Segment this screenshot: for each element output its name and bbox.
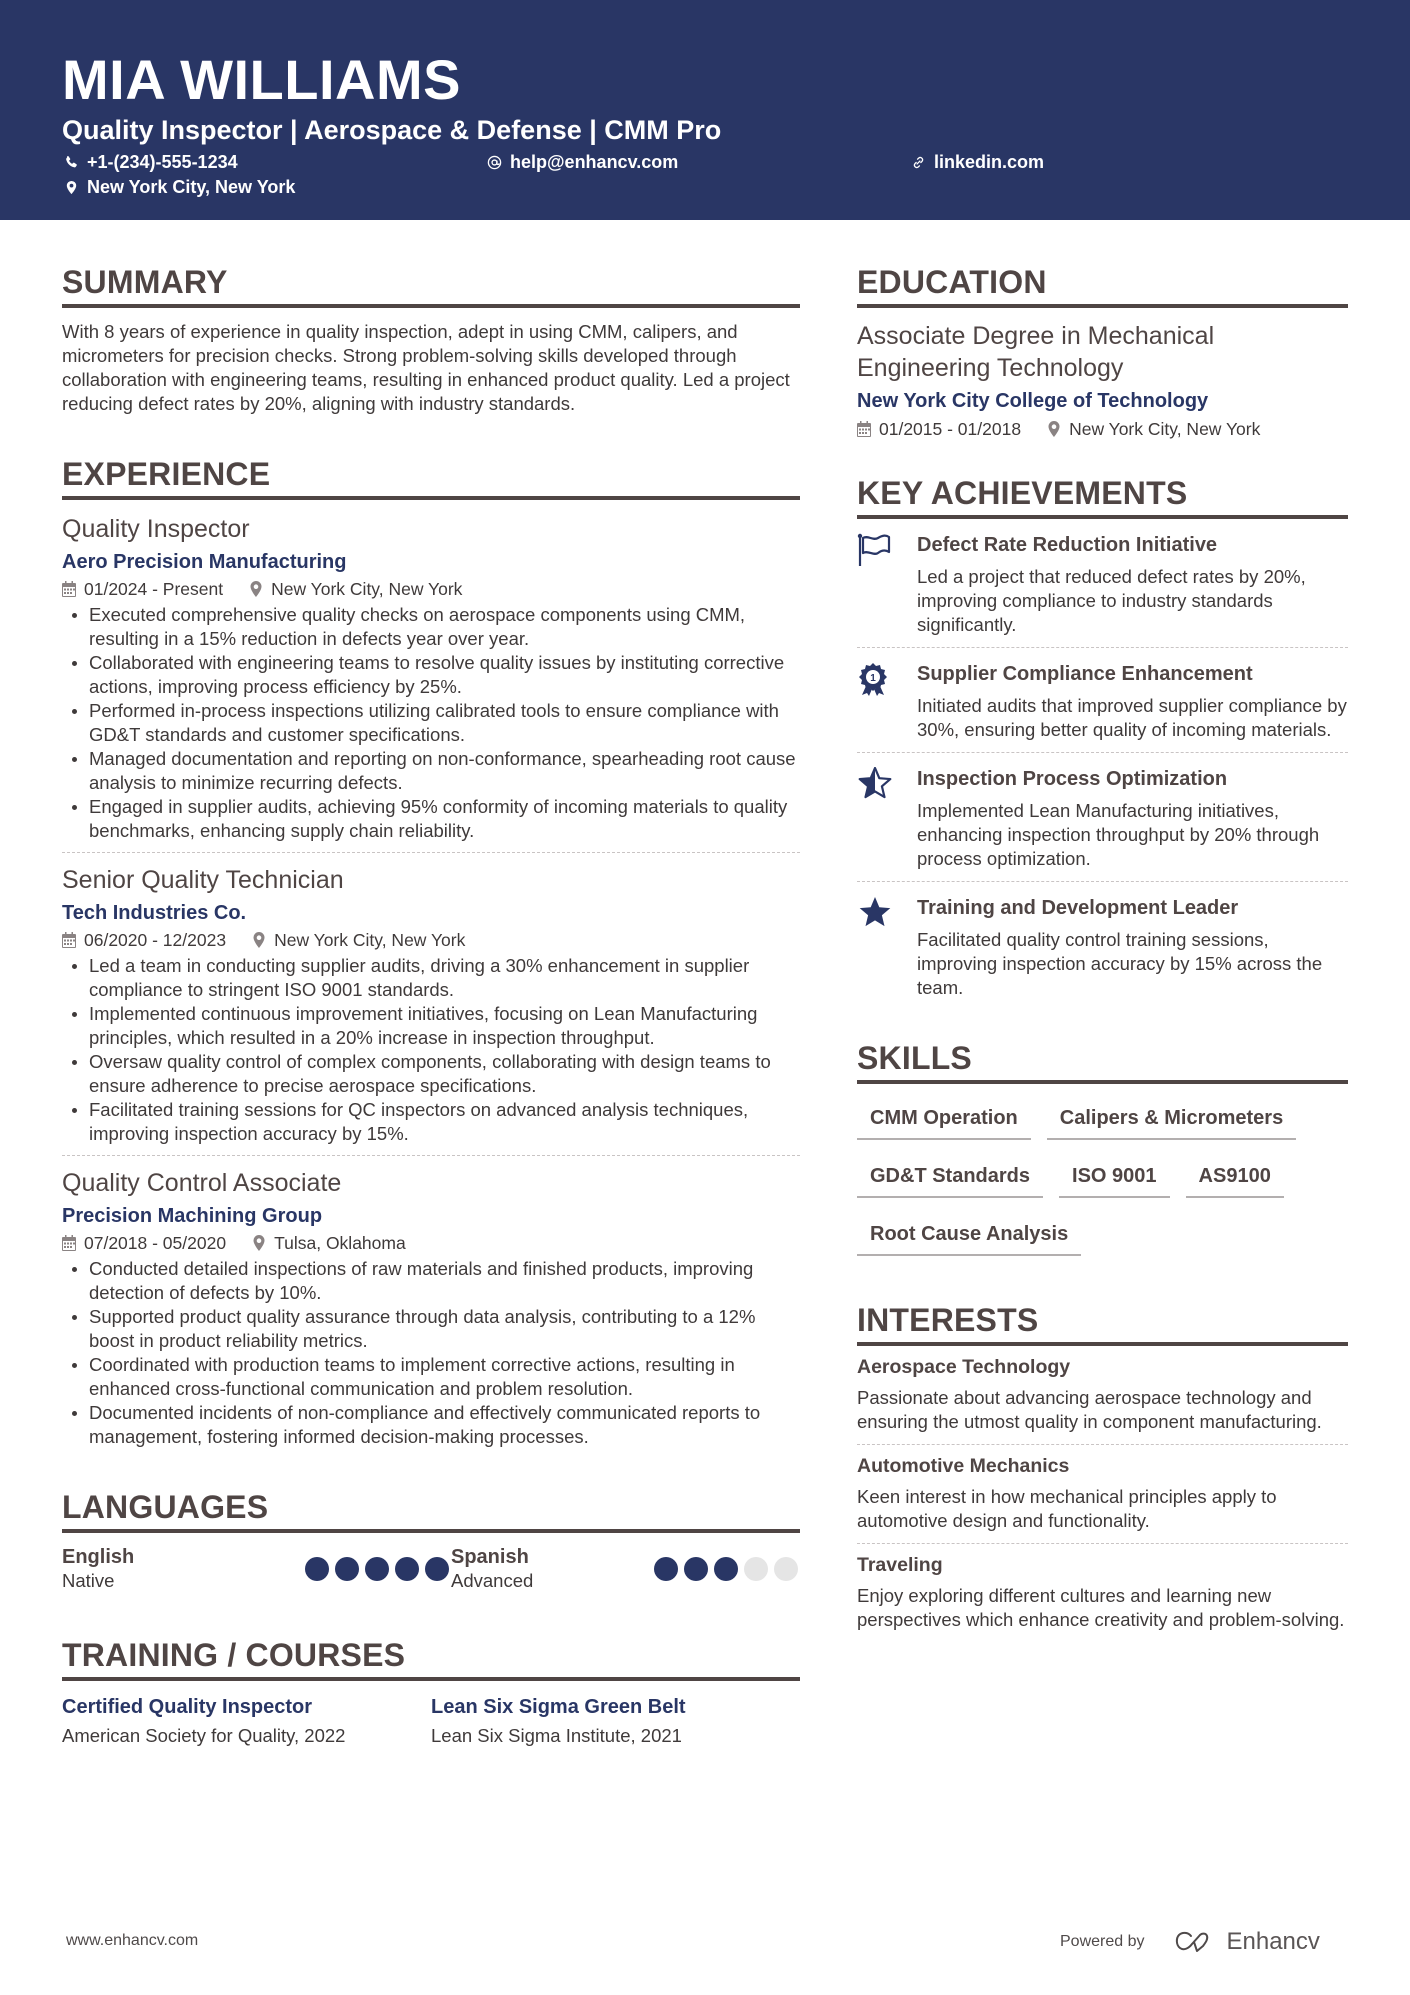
course-name: Certified Quality Inspector	[62, 1696, 313, 1718]
education-degree: Associate Degree in Mechanical Engineering Technology	[857, 322, 1215, 382]
languages-section	[62, 1487, 800, 1593]
powered-by-label: Powered by	[1060, 1933, 1145, 1950]
achievement-title: Supplier Compliance Enhancement	[917, 663, 1253, 685]
job-title: Senior Quality Technician	[62, 866, 344, 894]
achievement-desc: Initiated audits that improved supplier compliance by 30%, ensuring better quality of incoming materials.	[917, 695, 1347, 740]
bullet-item: Collaborated with engineering teams to resolve quality issues by instituting corrective actions, improving process efficiency by 25%.	[62, 651, 800, 699]
achievement-item	[857, 881, 1348, 1010]
flag-icon	[857, 533, 895, 567]
job-dates: 07/2018 - 05/2020	[84, 1233, 227, 1253]
bullet-item: Managed documentation and reporting on non-conformance, spearheading root cause analysis to minimize recurring defects.	[62, 747, 800, 795]
summary-heading: SUMMARY	[62, 264, 228, 300]
contact-location	[64, 176, 295, 198]
bullet-item: Documented incidents of non-compliance and effectively communicated reports to management, fostering informed decision-making processes.	[62, 1401, 800, 1449]
training-section	[62, 1635, 800, 1751]
experience-heading: EXPERIENCE	[62, 456, 271, 492]
calendar-icon	[62, 581, 76, 597]
half-star-icon	[857, 767, 895, 801]
proficiency-dot-empty	[744, 1557, 768, 1581]
proficiency-dot-filled	[654, 1557, 678, 1581]
candidate-name: MIA WILLIAMS	[62, 48, 461, 111]
language-name: English	[62, 1546, 135, 1568]
job-entry	[62, 500, 800, 843]
language-level: Native	[62, 1570, 115, 1591]
job-meta	[62, 1231, 800, 1255]
section-divider	[62, 304, 800, 308]
proficiency-dot-filled	[395, 1557, 419, 1581]
job-bullets	[62, 1257, 800, 1449]
skill-tag: GD&T Standards	[857, 1154, 1043, 1198]
language-item	[62, 1545, 451, 1593]
resume-header	[0, 0, 1410, 220]
interest-desc: Keen interest in how mechanical principles apply to automotive design and functionality.	[857, 1486, 1277, 1531]
calendar-icon	[62, 1235, 76, 1251]
education-dates: 01/2015 - 01/2018	[879, 419, 1022, 439]
contact-phone[interactable]	[64, 151, 238, 173]
location-pin-icon	[252, 932, 266, 948]
job-location: Tulsa, Oklahoma	[274, 1233, 406, 1253]
contact-email[interactable]	[487, 151, 678, 173]
section-divider	[62, 1677, 800, 1681]
achievement-title: Defect Rate Reduction Initiative	[917, 534, 1218, 556]
achievement-title: Training and Development Leader	[917, 897, 1239, 919]
bullet-item: Engaged in supplier audits, achieving 95% conformity of incoming materials to quality benchmarks, enhancing supply chain reliability.	[62, 795, 800, 843]
calendar-icon	[857, 421, 871, 437]
bullet-item: Led a team in conducting supplier audits, driving a 30% enhancement in supplier compliance to stringent ISO 9001 standards.	[62, 954, 800, 1002]
phone-text: +1-(234)-555-1234	[87, 152, 238, 172]
section-divider	[857, 304, 1348, 308]
summary-section	[62, 262, 800, 416]
skills-list	[857, 1096, 1348, 1270]
interests-heading: INTERESTS	[857, 1302, 1039, 1338]
job-entry	[62, 852, 800, 1146]
job-bullets	[62, 603, 800, 843]
interests-section	[857, 1300, 1348, 1642]
interest-desc: Passionate about advancing aerospace technology and ensuring the utmost quality in component manufacturing.	[857, 1387, 1322, 1432]
bullet-item: Implemented continuous improvement initiatives, focusing on Lean Manufacturing principles, which resulted in a 20% increase in inspection throughput.	[62, 1002, 800, 1050]
job-company: Precision Machining Group	[62, 1205, 323, 1227]
job-entry	[62, 1155, 800, 1449]
brand-logo	[1171, 1928, 1320, 1956]
language-name: Spanish	[451, 1546, 529, 1568]
education-meta	[857, 417, 1348, 441]
link-icon	[911, 155, 926, 170]
achievement-item	[857, 519, 1348, 647]
skill-tag: Root Cause Analysis	[857, 1212, 1081, 1256]
location-pin-icon	[249, 581, 263, 597]
achievement-title: Inspection Process Optimization	[917, 768, 1228, 790]
job-location: New York City, New York	[271, 579, 463, 599]
award-ribbon-icon	[857, 662, 895, 696]
svg-text:1: 1	[870, 673, 876, 684]
footer-website-link[interactable]: www.enhancv.com	[66, 1932, 199, 1949]
course-name: Lean Six Sigma Green Belt	[431, 1696, 686, 1718]
language-item	[451, 1545, 800, 1593]
achievements-section	[857, 473, 1348, 1010]
interest-item	[857, 1444, 1348, 1543]
education-heading: EDUCATION	[857, 264, 1047, 300]
job-company: Aero Precision Manufacturing	[62, 551, 347, 573]
proficiency-dot-filled	[425, 1557, 449, 1581]
job-meta	[62, 577, 800, 601]
bullet-item: Facilitated training sessions for QC inspectors on advanced analysis techniques, improving inspection accuracy by 15%.	[62, 1098, 800, 1146]
bullet-item: Coordinated with production teams to implement corrective actions, resulting in enhanced cross-functional communication and problem resolution.	[62, 1353, 800, 1401]
star-icon	[857, 896, 895, 930]
proficiency-dots	[654, 1557, 798, 1581]
achievement-desc: Facilitated quality control training sessions, improving inspection accuracy by 15% across the team.	[917, 929, 1323, 998]
education-location: New York City, New York	[1069, 419, 1261, 439]
languages-heading: LANGUAGES	[62, 1489, 269, 1525]
summary-text: With 8 years of experience in quality inspection, adept in using CMM, calipers, and micrometers for precision checks. Strong problem-solving skills developed through collaboration with engineering teams, resulting in enhanced product quality. Led a project reducing defect rates by 20%, aligning with industry standards.	[62, 321, 790, 414]
section-divider	[62, 1529, 800, 1533]
achievement-desc: Implemented Lean Manufacturing initiatives, enhancing inspection throughput by 20% through process optimization.	[917, 800, 1320, 869]
proficiency-dot-filled	[335, 1557, 359, 1581]
course-org: Lean Six Sigma Institute, 2021	[431, 1725, 682, 1746]
skill-tag: AS9100	[1186, 1154, 1284, 1198]
achievement-item	[857, 752, 1348, 881]
interest-title: Aerospace Technology	[857, 1356, 1071, 1378]
job-location: New York City, New York	[274, 930, 466, 950]
calendar-icon	[62, 932, 76, 948]
skill-tag: CMM Operation	[857, 1096, 1031, 1140]
bullet-item: Oversaw quality control of complex components, collaborating with design teams to ensure adherence to precise aerospace specifications.	[62, 1050, 800, 1098]
proficiency-dots	[305, 1557, 449, 1581]
course-item	[62, 1693, 431, 1751]
training-heading: TRAINING / COURSES	[62, 1637, 406, 1673]
bullet-item: Executed comprehensive quality checks on aerospace components using CMM, resulting in a 15% reduction in defects year over year.	[62, 603, 800, 651]
location-pin-icon	[64, 180, 79, 195]
location-pin-icon	[252, 1235, 266, 1251]
interest-item	[857, 1346, 1348, 1444]
proficiency-dot-filled	[714, 1557, 738, 1581]
proficiency-dot-filled	[684, 1557, 708, 1581]
job-dates: 06/2020 - 12/2023	[84, 930, 227, 950]
enhancv-logo-icon	[1171, 1930, 1217, 1954]
footer-branding[interactable]	[1060, 1928, 1320, 1956]
languages-list	[62, 1545, 800, 1593]
email-text: help@enhancv.com	[510, 152, 679, 172]
job-title: Quality Inspector	[62, 515, 250, 543]
skills-heading: SKILLS	[857, 1040, 972, 1076]
job-meta	[62, 928, 800, 952]
contact-link[interactable]	[911, 151, 1044, 173]
at-icon	[487, 155, 502, 170]
left-column	[62, 262, 800, 1751]
location-text: New York City, New York	[87, 177, 296, 197]
interest-title: Traveling	[857, 1554, 943, 1576]
phone-icon	[64, 155, 79, 170]
interest-title: Automotive Mechanics	[857, 1455, 1070, 1477]
job-bullets	[62, 954, 800, 1146]
right-column	[857, 262, 1348, 1642]
interest-item	[857, 1543, 1348, 1642]
section-divider	[857, 1080, 1348, 1084]
courses-list	[62, 1693, 800, 1751]
proficiency-dot-empty	[774, 1557, 798, 1581]
language-level: Advanced	[451, 1570, 534, 1591]
job-title: Quality Control Associate	[62, 1169, 342, 1197]
skills-section	[857, 1038, 1348, 1270]
job-company: Tech Industries Co.	[62, 902, 247, 924]
proficiency-dot-filled	[305, 1557, 329, 1581]
proficiency-dot-filled	[365, 1557, 389, 1581]
interest-desc: Enjoy exploring different cultures and learning new perspectives which enhance creativity and problem-solving.	[857, 1585, 1345, 1630]
skill-tag: Calipers & Micrometers	[1047, 1096, 1296, 1140]
bullet-item: Supported product quality assurance through data analysis, contributing to a 12% boost in product reliability metrics.	[62, 1305, 800, 1353]
experience-section	[62, 454, 800, 1449]
achievement-item	[857, 647, 1348, 752]
achievement-desc: Led a project that reduced defect rates by 20%, improving compliance to industry standards significantly.	[917, 566, 1306, 635]
job-dates: 01/2024 - Present	[84, 579, 224, 599]
course-org: American Society for Quality, 2022	[62, 1725, 346, 1746]
bullet-item: Performed in-process inspections utilizing calibrated tools to ensure compliance with GD&T standards and customer specifications.	[62, 699, 800, 747]
achievements-heading: KEY ACHIEVEMENTS	[857, 475, 1188, 511]
brand-name: Enhancv	[1226, 1928, 1320, 1955]
location-pin-icon	[1047, 421, 1061, 437]
link-text: linkedin.com	[934, 152, 1045, 172]
skill-tag: ISO 9001	[1059, 1154, 1170, 1198]
candidate-tagline: Quality Inspector | Aerospace & Defense | CMM Pro	[62, 115, 722, 145]
bullet-item: Conducted detailed inspections of raw materials and finished products, improving detection of defects by 10%.	[62, 1257, 800, 1305]
course-item	[431, 1693, 800, 1751]
education-school: New York City College of Technology	[857, 390, 1209, 412]
education-section	[857, 262, 1348, 441]
